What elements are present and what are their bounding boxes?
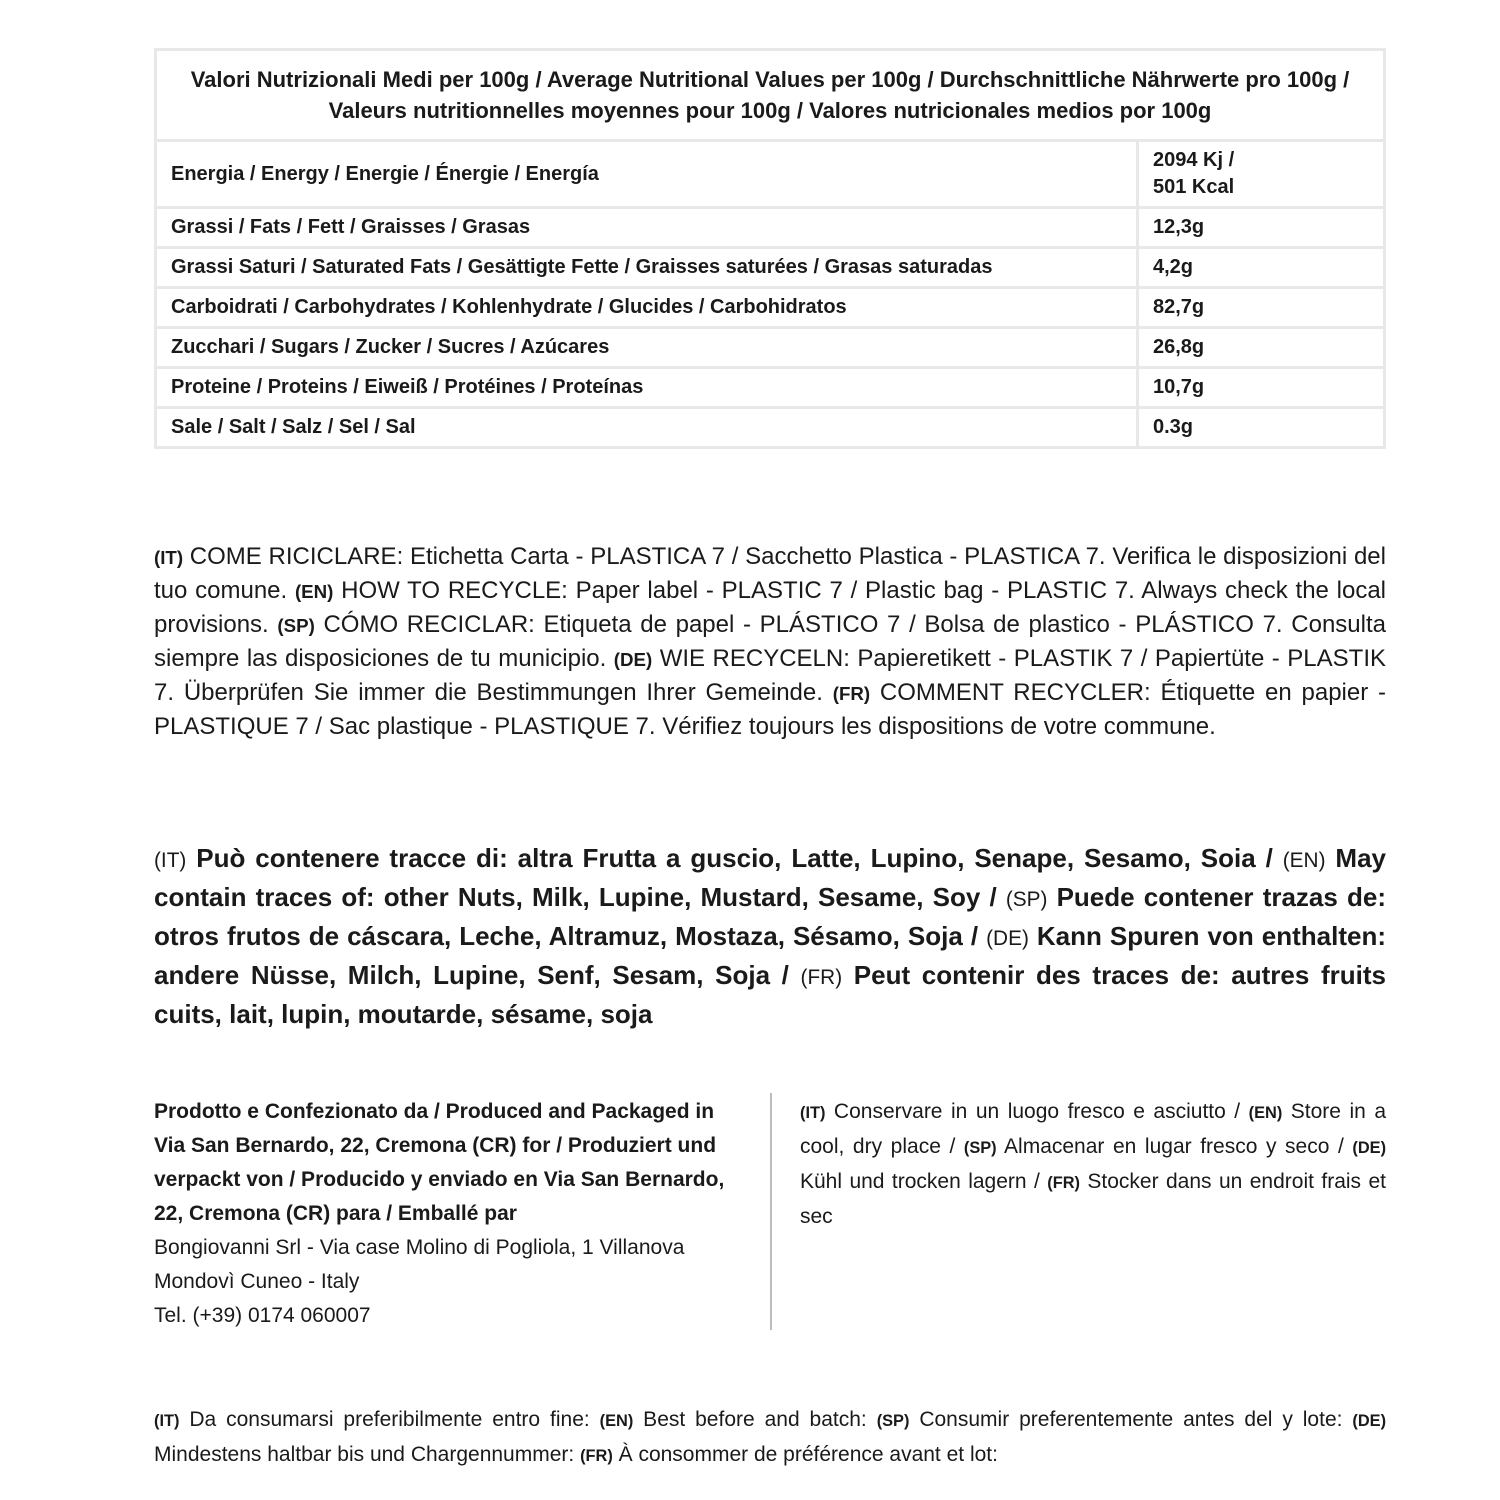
nutrition-value: 82,7g: [1138, 288, 1385, 328]
lang-tag-en: (EN): [1248, 1104, 1283, 1122]
producer-phone: Tel. (+39) 0174 060007: [154, 1304, 371, 1327]
lang-tag-fr: (FR): [1047, 1174, 1080, 1192]
best-before-text-fr: À consommer de préférence avant et lot:: [612, 1443, 998, 1466]
lang-tag-de: (DE): [1352, 1139, 1387, 1157]
lang-tag-it: (IT): [154, 1412, 180, 1430]
lang-tag-de: (DE): [986, 927, 1029, 950]
lang-tag-sp: (SP): [963, 1139, 997, 1157]
nutrition-label: Grassi Saturi / Saturated Fats / Gesättigte Fette / Graisses saturées / Grasas saturadas: [156, 248, 1138, 288]
producer-statement: Prodotto e Confezionato da / Produced and Packaged in Via San Bernardo, 22, Cremona (CR) for / Produziert und verpackt von / Producido y enviado en Via San Bernardo, 22, Cremona (CR) para / Emballé par: [154, 1100, 725, 1225]
storage-text-it: Conservare in un luogo fresco e asciutto /: [825, 1100, 1249, 1123]
nutrition-header: Valori Nutrizionali Medi per 100g / Average Nutritional Values per 100g / Durchschnittliche Nährwerte pro 100g / Valeurs nutritionnelles moyennes pour 100g / Valores nutricionales medios por 100g: [156, 50, 1385, 141]
recycling-instructions: [154, 540, 1386, 743]
lang-tag-en: (EN): [1282, 849, 1326, 872]
nutrition-row-energy: [156, 141, 1385, 208]
storage-text-de: Kühl und trocken lagern /: [800, 1170, 1048, 1193]
storage-instructions: [800, 1095, 1386, 1234]
lang-tag-it: (IT): [154, 849, 187, 872]
nutrition-label: Proteine / Proteins / Eiweiß / Protéines / Proteínas: [156, 368, 1138, 408]
best-before-text-it: Da consumarsi preferibilmente entro fine:: [179, 1408, 600, 1431]
nutrition-row-saturated-fats: [156, 248, 1385, 288]
lang-tag-sp: (SP): [1005, 888, 1048, 911]
allergen-text-de: Kann Spuren von enthalten: andere Nüsse, Milch, Lupine, Senf, Sesam, Soja /: [154, 921, 1386, 990]
storage-text-fr: Stocker dans un endroit frais et sec: [800, 1170, 1386, 1228]
nutrition-label-energy: Energia / Energy / Energie / Énergie / Energía: [156, 141, 1138, 208]
best-before-text-de: Mindestens haltbar bis und Chargennummer:: [154, 1443, 581, 1466]
lang-tag-fr: (FR): [800, 966, 843, 989]
allergen-text-sp: Puede contener trazas de: otros frutos de cáscara, Leche, Altramuz, Mostaza, Sésamo, Soja /: [154, 882, 1386, 951]
producer-company-line2: Mondovì Cuneo - Italy: [154, 1270, 360, 1293]
lang-tag-sp: (SP): [876, 1412, 910, 1430]
nutrition-label: Grassi / Fats / Fett / Graisses / Grasas: [156, 208, 1138, 248]
nutrition-value: 0.3g: [1138, 408, 1385, 448]
nutrition-row-sugars: [156, 328, 1385, 368]
nutrition-row-salt: [156, 408, 1385, 448]
lang-tag-fr: (FR): [580, 1447, 613, 1465]
best-before-text-sp: Consumir preferentemente antes del y lote:: [909, 1408, 1353, 1431]
lang-tag-de: (DE): [613, 649, 653, 670]
recycle-text-it: COME RICICLARE: Etichetta Carta - PLASTICA 7 / Sacchetto Plastica - PLASTICA 7. Verifica le disposizioni del tuo comune.: [154, 543, 1386, 604]
allergen-warning: [154, 840, 1386, 1033]
lang-tag-it: (IT): [154, 547, 184, 568]
column-divider: [770, 1093, 772, 1330]
storage-text-sp: Almacenar en lugar fresco y seco /: [996, 1135, 1353, 1158]
best-before-info: [154, 1403, 1386, 1473]
nutrition-row-proteins: [156, 368, 1385, 408]
recycle-text-en: HOW TO RECYCLE: Paper label - PLASTIC 7 / Plastic bag - PLASTIC 7. Always check the local provisions.: [154, 577, 1387, 638]
allergen-text-it: Può contenere tracce di: altra Frutta a guscio, Latte, Lupino, Senape, Sesamo, Soia /: [186, 843, 1283, 873]
producer-info: [154, 1095, 744, 1333]
allergen-text-fr: Peut contenir des traces de: autres fruits cuits, lait, lupin, moutarde, sésame, soja: [154, 960, 1386, 1029]
nutrition-value: 4,2g: [1138, 248, 1385, 288]
nutrition-label: Zucchari / Sugars / Zucker / Sucres / Azúcares: [156, 328, 1138, 368]
lang-tag-en: (EN): [294, 581, 334, 602]
lang-tag-en: (EN): [599, 1412, 634, 1430]
lang-tag-sp: (SP): [277, 615, 315, 636]
recycle-text-de: WIE RECYCELN: Papieretikett - PLASTIK 7 / Papiertüte - PLASTIK 7. Überprüfen Sie immer die Bestimmungen Ihrer Gemeinde.: [154, 645, 1386, 706]
energy-kcal: 501 Kcal: [1153, 176, 1235, 198]
nutrition-value: 10,7g: [1138, 368, 1385, 408]
lang-tag-de: (DE): [1352, 1412, 1387, 1430]
nutrition-row-carbohydrates: [156, 288, 1385, 328]
nutrition-label: Sale / Salt / Salz / Sel / Sal: [156, 408, 1138, 448]
nutrition-label: Carboidrati / Carbohydrates / Kohlenhydrate / Glucides / Carbohidratos: [156, 288, 1138, 328]
nutrition-value: 12,3g: [1138, 208, 1385, 248]
recycle-text-sp: CÓMO RECICLAR: Etiqueta de papel - PLÁSTICO 7 / Bolsa de plastico - PLÁSTICO 7. Consulta siempre las disposiciones de tu municipio.: [154, 611, 1386, 672]
producer-company-line1: Bongiovanni Srl - Via case Molino di Pogliola, 1 Villanova: [154, 1236, 685, 1259]
nutrition-row-fats: [156, 208, 1385, 248]
nutrition-value-energy: [1138, 141, 1385, 208]
best-before-text-en: Best before and batch:: [633, 1408, 877, 1431]
nutrition-value: 26,8g: [1138, 328, 1385, 368]
nutrition-table: [154, 48, 1386, 449]
allergen-text-en: May contain traces of: other Nuts, Milk, Lupine, Mustard, Sesame, Soy /: [154, 843, 1386, 912]
recycle-text-fr: COMMENT RECYCLER: Étiquette en papier - PLASTIQUE 7 / Sac plastique - PLASTIQUE 7. Vérifiez toujours les dispositions de votre commune.: [154, 679, 1387, 740]
nutrition-header-row: [156, 50, 1385, 141]
lang-tag-fr: (FR): [832, 683, 871, 704]
storage-text-en: Store in a cool, dry place /: [800, 1100, 1386, 1158]
energy-kj: 2094 Kj /: [1153, 149, 1235, 171]
lang-tag-it: (IT): [800, 1104, 826, 1122]
